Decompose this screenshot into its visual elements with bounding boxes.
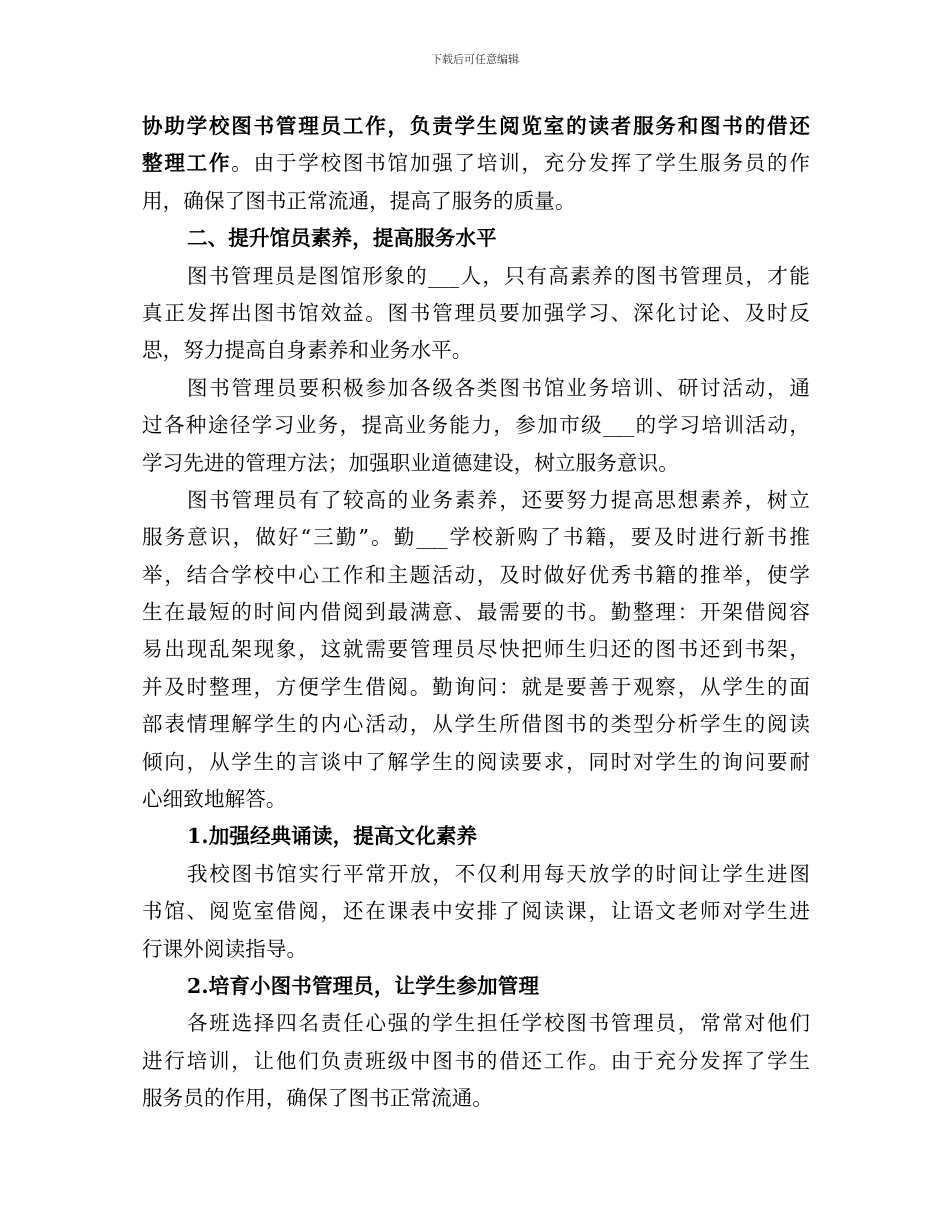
paragraph-4-line-6: 并及时整理，方便学生借阅。勤询问：就是要善于观察，从学生的面 (142, 674, 810, 699)
section-heading-3: 1.加强经典诵读，提高文化素养 (187, 824, 478, 849)
paragraph-4-line-8: 倾向，从学生的言谈中了解学生的阅读要求，同时对学生的询问要耐 (142, 749, 810, 774)
paragraph-5-line-3: 行课外阅读指导。 (142, 936, 308, 961)
paragraph-1-bold-fragment: 整理工作 (142, 151, 232, 176)
paragraph-6-line-2: 进行培训，让他们负责班级中图书的借还工作。由于充分发挥了学生 (142, 1048, 810, 1073)
paragraph-5-line-1: 我校图书馆实行平常开放，不仅利用每天放学的时间让学生进图 (187, 861, 810, 886)
paragraph-3-line-1: 图书管理员要积极参加各级各类图书馆业务培训、研讨活动，通 (187, 375, 810, 400)
paragraph-1-line-3: 用，确保了图书正常流通，提高了服务的质量。 (142, 188, 576, 213)
paragraph-4-line-9: 心细致地解答。 (142, 787, 287, 812)
paragraph-4-line-3: 举，结合学校中心工作和主题活动，及时做好优秀书籍的推举，使学 (142, 562, 810, 587)
paragraph-5-line-2: 书馆、阅览室借阅，还在课表中安排了阅读课，让语文老师对学生进 (142, 899, 810, 924)
paragraph-6-line-1: 各班选择四名责任心强的学生担任学校图书管理员，常常对他们 (187, 1011, 810, 1036)
paragraph-2-line-2: 真正发挥出图书馆效益。图书管理员要加强学习、深化讨论、及时反 (142, 300, 810, 325)
paragraph-4-line-7: 部表情理解学生的内心活动，从学生所借图书的类型分析学生的阅读 (142, 712, 810, 737)
page-header-note: 下载后可任意编辑 (431, 53, 519, 66)
paragraph-4-line-4: 生在最短的时间内借阅到最满意、最需要的书。勤整理：开架借阅容 (142, 600, 810, 625)
paragraph-6-line-3: 服务员的作用，确保了图书正常流通。 (142, 1086, 494, 1111)
paragraph-2-line-1: 图书管理员是图馆形象的___人，只有高素养的图书管理员，才能 (187, 263, 810, 288)
paragraph-3-line-3: 学习先进的管理方法；加强职业道德建设，树立服务意识。 (142, 450, 679, 475)
section-heading-4: 2.培育小图书管理员，让学生参加管理 (187, 973, 540, 998)
paragraph-1-line-2-text: 。由于学校图书馆加强了培训，充分发挥了学生服务员的作 (231, 151, 810, 176)
paragraph-1-line-1: 协助学校图书管理员工作，负责学生阅览室的读者服务和图书的借还 (142, 114, 810, 138)
paragraph-2-line-3: 思，努力提高自身素养和业务水平。 (142, 338, 473, 363)
paragraph-4-line-1: 图书管理员有了较高的业务素养，还要努力提高思想素养，树立 (187, 487, 810, 512)
paragraph-3-line-2: 过各种途径学习业务，提高业务能力，参加市级___的学习培训活动， (142, 413, 810, 438)
section-heading-2: 二、提升馆员素养，提高服务水平 (187, 226, 497, 251)
paragraph-4-line-2: 服务意识，做好“三勤”。勤___学校新购了书籍，要及时进行新书推 (142, 525, 810, 550)
document-body (142, 108, 810, 1118)
paragraph-1-line-2 (142, 145, 810, 182)
paragraph-4-line-5: 易出现乱架现象，这就需要管理员尽快把师生归还的图书还到书架， (142, 637, 810, 662)
